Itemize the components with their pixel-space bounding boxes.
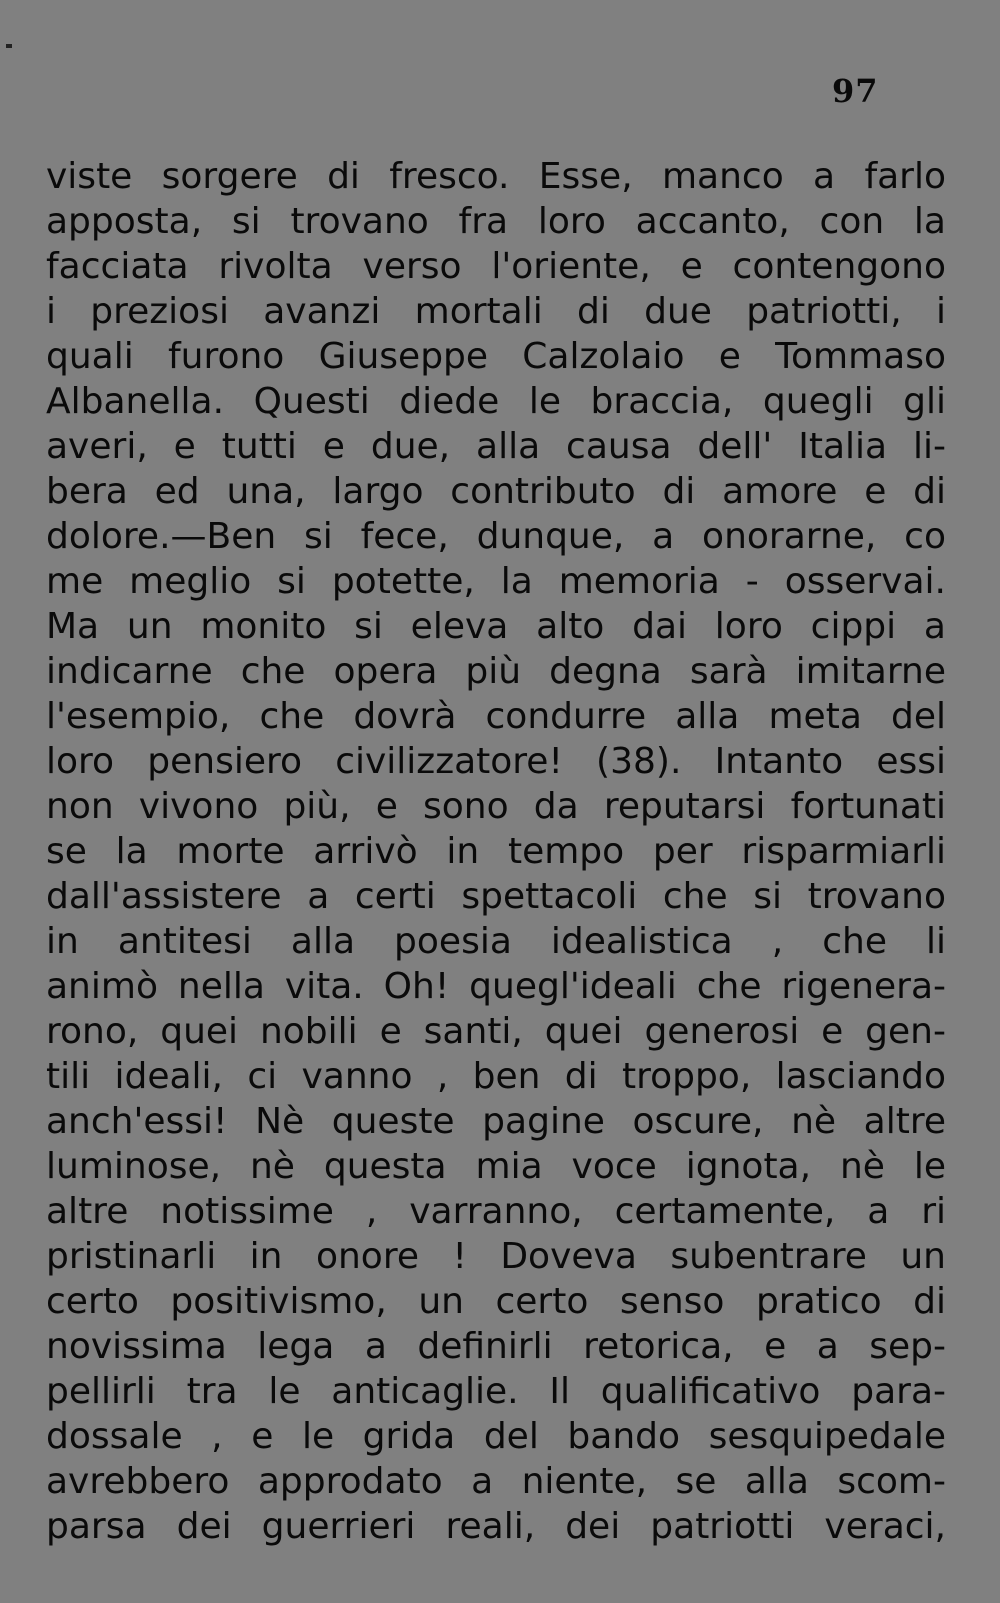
text-line: in antitesi alla poesia idealistica , che li <box>46 921 946 962</box>
text-line: dolore.—Ben si fece, dunque, a onorarne, co <box>46 516 946 557</box>
text-line: Albanella. Questi diede le braccia, quegli gli <box>46 381 946 422</box>
text-line: novissima lega a definirli retorica, e a sep- <box>46 1326 946 1367</box>
margin-mark <box>6 44 12 48</box>
text-line: facciata rivolta verso l'oriente, e contengono <box>46 246 946 287</box>
text-line: pristinarli in onore ! Doveva subentrare un <box>46 1236 946 1277</box>
text-line: certo positivismo, un certo senso pratico di <box>46 1281 946 1322</box>
text-line: rono, quei nobili e santi, quei generosi e gen- <box>46 1011 946 1052</box>
text-line: anch'essi! Nè queste pagine oscure, nè altre <box>46 1101 946 1142</box>
text-line: l'esempio, che dovrà condurre alla meta del <box>46 696 946 737</box>
text-line: apposta, si trovano fra loro accanto, con la <box>46 201 946 242</box>
text-line: quali furono Giuseppe Calzolaio e Tommaso <box>46 336 946 377</box>
text-line: loro pensiero civilizzatore! (38). Intanto essi <box>46 741 946 782</box>
text-line: parsa dei guerrieri reali, dei patriotti veraci, <box>46 1506 946 1547</box>
text-line: altre notissime , varranno, certamente, a ri <box>46 1191 946 1232</box>
text-line: me meglio si potette, la memoria - osservai. <box>46 561 946 602</box>
text-line: dall'assistere a certi spettacoli che si trovano <box>46 876 946 917</box>
text-line: Ma un monito si eleva alto dai loro cippi a <box>46 606 946 647</box>
page-number: 97 <box>832 72 879 110</box>
text-line: bera ed una, largo contributo di amore e di <box>46 471 946 512</box>
text-line: dossale , e le grida del bando sesquipedale <box>46 1416 946 1457</box>
text-line: indicarne che opera più degna sarà imitarne <box>46 651 946 692</box>
text-line: tili ideali, ci vanno , ben di troppo, lasciando <box>46 1056 946 1097</box>
text-line: avrebbero approdato a niente, se alla scom- <box>46 1461 946 1502</box>
text-line: averi, e tutti e due, alla causa dell' Italia li- <box>46 426 946 467</box>
text-line: viste sorgere di fresco. Esse, manco a farlo <box>46 156 946 197</box>
text-line: animò nella vita. Oh! quegl'ideali che rigenera- <box>46 966 946 1007</box>
text-line: non vivono più, e sono da reputarsi fortunati <box>46 786 946 827</box>
text-line: luminose, nè questa mia voce ignota, nè le <box>46 1146 946 1187</box>
text-line: se la morte arrivò in tempo per risparmiarli <box>46 831 946 872</box>
text-line: i preziosi avanzi mortali di due patriotti, i <box>46 291 946 332</box>
text-line: pellirli tra le anticaglie. Il qualificativo para- <box>46 1371 946 1412</box>
body-text <box>46 154 946 1549</box>
